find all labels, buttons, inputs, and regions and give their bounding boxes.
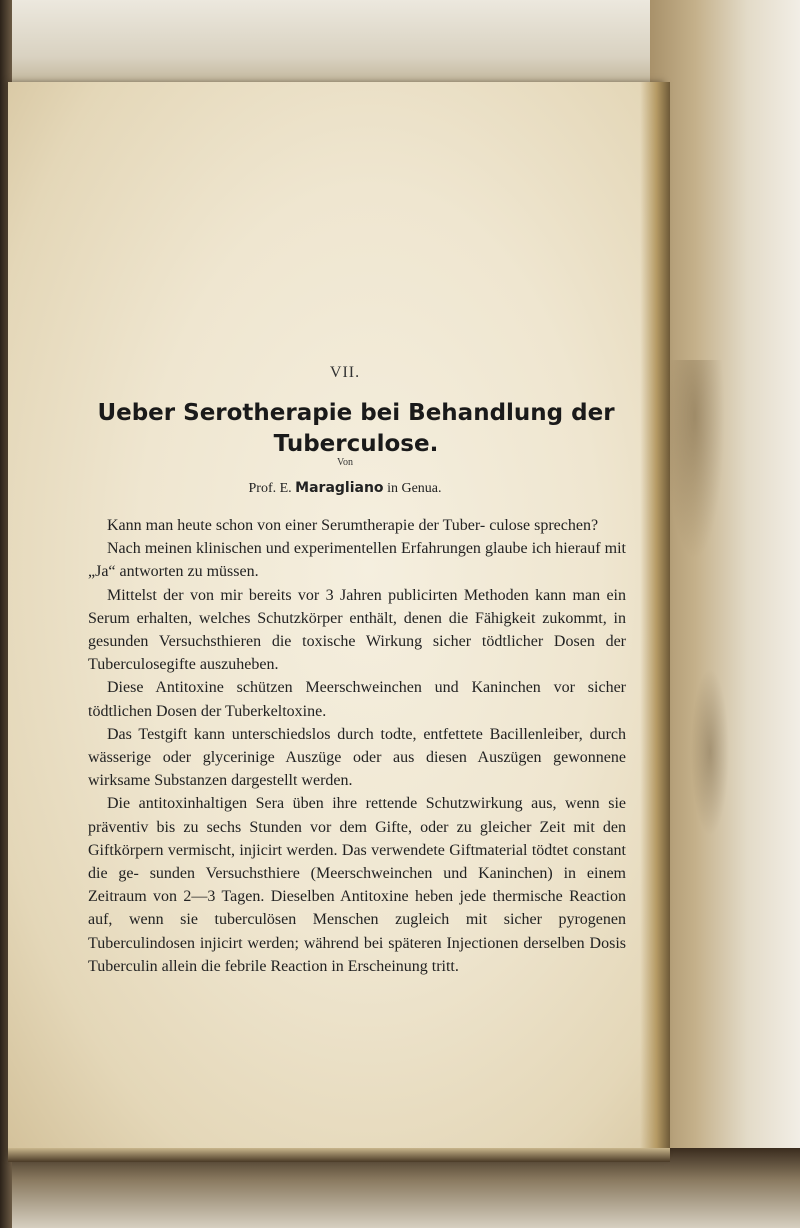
author-suffix: in Genua.: [387, 481, 442, 496]
page-bottom-edge: [8, 1148, 670, 1162]
chapter-number: VII.: [329, 364, 361, 381]
paragraph: Diese Antitoxine schützen Meerschweinchen und Kaninchen vor sicher tödtlichen Dosen der Tuberkeltoxine.: [88, 679, 626, 720]
byline-von: Von: [337, 457, 353, 468]
author-name: Maragliano: [295, 480, 384, 496]
author-line: [220, 480, 470, 497]
paragraph: Das Testgift kann unterschiedslos durch todte, entfettete Bacillenleiber, durch wässerige oder glycerinige Auszüge oder aus diesen Auszügen gewonnene wirksame Substanzen dargestellt werden.: [88, 725, 626, 790]
binding-stains: [650, 360, 800, 920]
title-line-2: Tuberculose.: [273, 431, 439, 457]
paragraph: Kann man heute schon von einer Serumtherapie der Tuber- culose sprechen?: [107, 517, 599, 534]
paragraph: Mittelst der von mir bereits vor 3 Jahren publicirten Methoden kann man ein Serum erhalten, welches Schutzkörper enthält, denen die Fähigkeit zukommt, in gesunden Versuchsthieren die toxische Wirkung sicher tödtlicher Dosen der Tuberculosegifte auszuheben.: [88, 586, 626, 674]
paragraph: Nach meinen klinischen und experimentellen Erfahrungen glaube ich hierauf mit „Ja“ antworten zu müssen.: [88, 540, 626, 581]
title-line-1: Ueber Serotherapie bei Behandlung der: [97, 400, 615, 426]
article-title: [74, 398, 638, 460]
author-prefix: Prof. E.: [248, 481, 292, 496]
article-body: [88, 514, 626, 978]
paragraph: Die antitoxinhaltigen Sera üben ihre rettende Schutzwirkung aus, wenn sie präventiv bis zu sechs Stunden vor dem Gifte, oder zu gleicher Zeit mit den Giftkörpern vermischt, injicirt werden. Das verwendete Giftmaterial tödtet constant die ge- sunden Versuchsthiere (Meerschweinchen und Kaninchen) in einem Zeitraum von 2—3 Tagen. Dieselben Antitoxine heben jede thermische Reaction auf, wenn sie tuberculösen Menschen zugleich mit sicher pyrogenen Tuberculindosen injicirt werden; während bei späteren Injectionen derselben Dosis Tuberculin allein die febrile Reaction in Erscheinung tritt.: [88, 795, 626, 975]
